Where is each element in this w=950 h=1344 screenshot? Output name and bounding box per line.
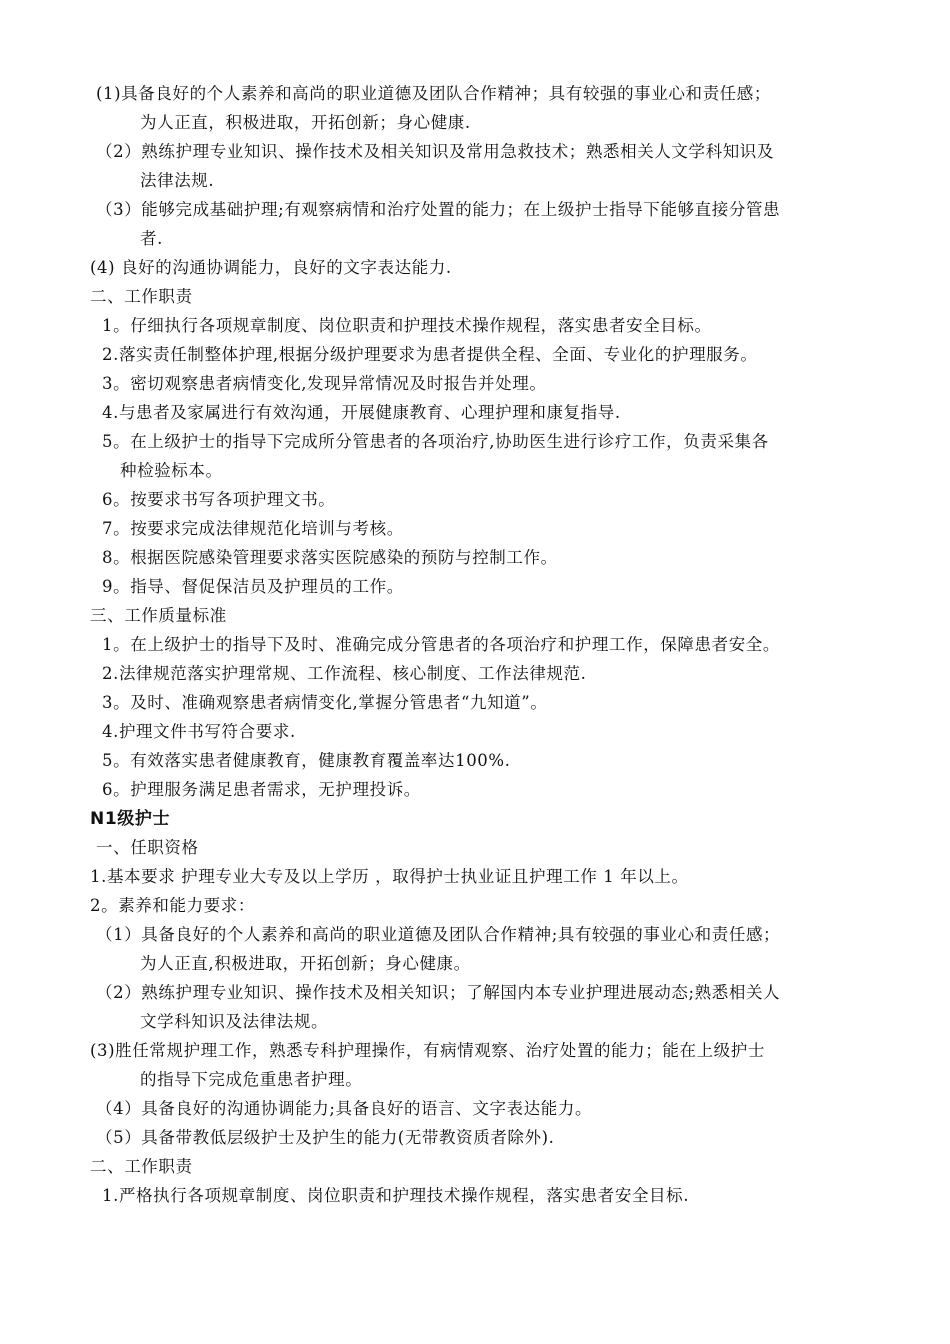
duty-item-8: 8。根据医院感染管理要求落实医院感染的预防与控制工作。 [102, 548, 558, 567]
quality-item-4: 4.护理文件书写符合要求. [102, 722, 296, 741]
qualification-item-3-cont: 者. [140, 229, 163, 248]
section-heading-duties: 二、工作职责 [90, 287, 193, 306]
n1-ability-item-1-cont: 为人正直,积极进取，开拓创新；身心健康。 [140, 954, 471, 973]
ability-requirement-heading: 2。素养和能力要求： [90, 896, 255, 915]
duty-item-9: 9。指导、督促保洁员及护理员的工作。 [102, 577, 404, 596]
duty-item-1: 1。仔细执行各项规章制度、岗位职责和护理技术操作规程，落实患者安全目标。 [102, 316, 712, 335]
n1-duty-item-1: 1.严格执行各项规章制度、岗位职责和护理技术操作规程，落实患者安全目标. [102, 1186, 690, 1205]
quality-item-2: 2.法律规范落实护理常规、工作流程、核心制度、工作法律规范. [102, 664, 587, 683]
basic-requirement: 1.基本要求 护理专业大专及以上学历 ，取得护士执业证且护理工作 1 年以上。 [90, 867, 689, 886]
duty-item-6: 6。按要求书写各项护理文书。 [102, 490, 336, 509]
section-heading-qualifications: 一、任职资格 [96, 838, 199, 857]
n1-ability-item-2-cont: 文学科知识及法律法规。 [140, 1012, 329, 1031]
duty-item-3: 3。密切观察患者病情变化,发现异常情况及时报告并处理。 [102, 374, 547, 393]
section-heading-quality: 三、工作质量标准 [90, 606, 227, 625]
qualification-item-3: （3）能够完成基础护理;有观察病情和治疗处置的能力；在上级护士指导下能够直接分管患 [96, 200, 781, 219]
quality-item-1: 1。在上级护士的指导下及时、准确完成分管患者的各项治疗和护理工作，保障患者安全。 [102, 635, 780, 654]
duty-item-2: 2.落实责任制整体护理,根据分级护理要求为患者提供全程、全面、专业化的护理服务。 [102, 345, 758, 364]
n1-ability-item-5: （5）具备带教低层级护士及护生的能力(无带教资质者除外). [96, 1128, 555, 1147]
n1-ability-item-1: （1）具备良好的个人素养和高尚的职业道德及团队合作精神;具有较强的事业心和责任感； [96, 925, 781, 944]
quality-item-5: 5。有效落实患者健康教育，健康教育覆盖率达100%. [102, 751, 511, 770]
quality-item-3: 3。及时、准确观察患者病情变化,掌握分管患者“九知道”。 [102, 693, 548, 712]
qualification-item-4: (4) 良好的沟通协调能力，良好的文字表达能力. [90, 258, 452, 277]
n1-ability-item-3-cont: 的指导下完成危重患者护理。 [140, 1070, 363, 1089]
duty-item-7: 7。按要求完成法律规范化培训与考核。 [102, 519, 404, 538]
n1-ability-item-3: (3)胜任常规护理工作，熟悉专科护理操作，有病情观察、治疗处置的能力；能在上级护士 [90, 1041, 765, 1060]
section-heading-n1-duties: 二、工作职责 [90, 1157, 193, 1176]
duty-item-4: 4.与患者及家属进行有效沟通，开展健康教育、心理护理和康复指导. [102, 403, 621, 422]
qualification-item-2: （2）熟练护理专业知识、操作技术及相关知识及常用急救技术；熟悉相关人文学科知识及 [96, 142, 774, 161]
n1-ability-item-2: （2）熟练护理专业知识、操作技术及相关知识；了解国内本专业护理进展动态;熟悉相关人 [96, 983, 781, 1002]
duty-item-5: 5。在上级护士的指导下完成所分管患者的各项治疗,协助医生进行诊疗工作，负责采集各 [102, 432, 769, 451]
qualification-item-2-cont: 法律法规. [140, 171, 215, 190]
qualification-item-1-cont: 为人正直，积极进取，开拓创新；身心健康. [140, 113, 471, 132]
qualification-item-1: (1)具备良好的个人素养和高尚的职业道德及团队合作精神；具有较强的事业心和责任感； [96, 84, 771, 103]
quality-item-6: 6。护理服务满足患者需求，无护理投诉。 [102, 780, 421, 799]
n1-ability-item-4: （4）具备良好的沟通协调能力;具备良好的语言、文字表达能力。 [96, 1099, 593, 1118]
level-title-n1: N1级护士 [90, 809, 171, 829]
duty-item-5-cont: 种检验标本。 [120, 461, 223, 480]
